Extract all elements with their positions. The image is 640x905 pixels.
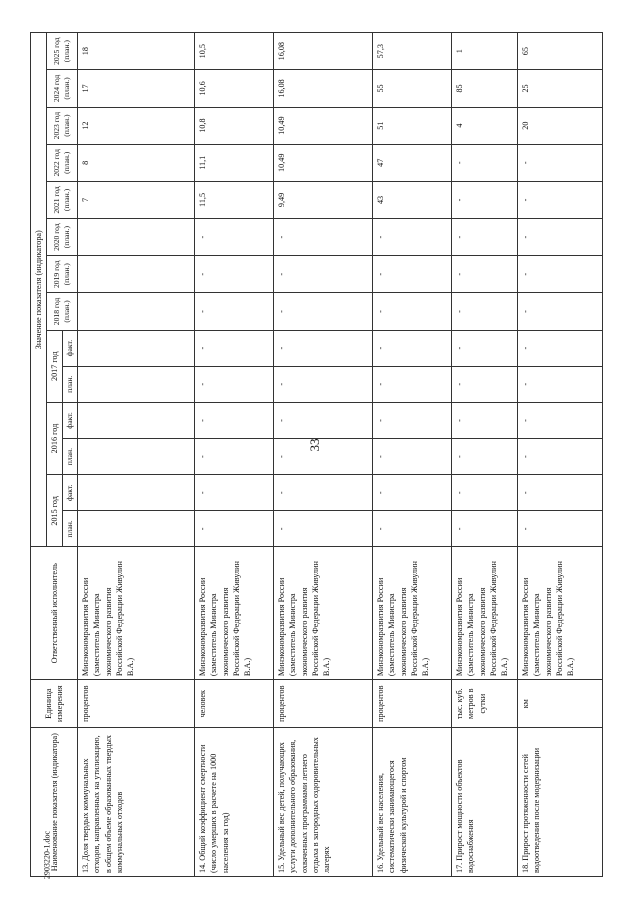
unit-cell: процентов xyxy=(373,680,452,728)
value-cell xyxy=(78,475,195,511)
row-number: 18. xyxy=(521,862,531,873)
value-cell: 17 xyxy=(78,70,195,107)
value-cell: 65 xyxy=(518,33,603,70)
value-cell: 57,3 xyxy=(373,33,452,70)
row-number: 13. xyxy=(81,862,91,873)
header-year-2018: 2018 год (план.) xyxy=(47,293,78,330)
value-cell: - xyxy=(452,330,518,366)
value-cell: 12 xyxy=(78,107,195,144)
header-year-2016: 2016 год xyxy=(47,402,63,474)
value-cell: - xyxy=(195,256,274,293)
responsible-cell: Минэкономразвития России (заместитель Министра экономического развития Российской Федерации Живулин В.А.) xyxy=(195,547,274,680)
value-cell: 16,08 xyxy=(274,70,373,107)
rotated-table-container xyxy=(30,32,635,880)
value-cell xyxy=(78,219,195,256)
value-cell: - xyxy=(274,330,373,366)
value-cell: 10,49 xyxy=(274,144,373,181)
indicator-name: Общий коэффициент смертности (число умерших в расчете на 1000 населения за год) xyxy=(198,744,230,873)
value-cell: - xyxy=(274,256,373,293)
value-cell: 11,5 xyxy=(195,181,274,218)
value-cell: - xyxy=(274,475,373,511)
indicator-cell xyxy=(518,728,603,877)
responsible-cell: Минэкономразвития России (заместитель Министра экономического развития Российской Федерации Живулин В.А.) xyxy=(452,547,518,680)
value-cell: 10,8 xyxy=(195,107,274,144)
value-cell: 20 xyxy=(518,107,603,144)
indicator-cell xyxy=(78,728,195,877)
value-cell: - xyxy=(373,293,452,330)
header-plan: план. xyxy=(63,439,78,475)
value-cell: - xyxy=(373,475,452,511)
value-cell: - xyxy=(452,144,518,181)
value-cell: - xyxy=(518,475,603,511)
header-year-2017: 2017 год xyxy=(47,330,63,402)
row-number: 16. xyxy=(376,862,386,873)
header-fact: факт. xyxy=(63,402,78,438)
value-cell: - xyxy=(373,330,452,366)
value-cell: - xyxy=(274,219,373,256)
value-cell: - xyxy=(452,366,518,402)
responsible-cell: Минэкономразвития России (заместитель Министра экономического развития Российской Федерации Живулин В.А.) xyxy=(274,547,373,680)
table-row xyxy=(195,33,274,877)
value-cell: 4 xyxy=(452,107,518,144)
value-cell: - xyxy=(274,439,373,475)
value-cell xyxy=(78,256,195,293)
value-cell: 85 xyxy=(452,70,518,107)
value-cell: - xyxy=(518,219,603,256)
value-cell: - xyxy=(452,293,518,330)
header-year-2015: 2015 год xyxy=(47,475,63,547)
header-unit: Единица измерения xyxy=(31,680,78,728)
row-number: 17. xyxy=(455,862,465,873)
page-number: 33 xyxy=(307,438,322,452)
value-cell xyxy=(78,366,195,402)
value-cell: - xyxy=(195,293,274,330)
value-cell: 18 xyxy=(78,33,195,70)
header-plan: план. xyxy=(63,511,78,547)
header-year-2022: 2022 год (план.) xyxy=(47,144,78,181)
value-cell: - xyxy=(195,475,274,511)
value-cell: - xyxy=(452,439,518,475)
value-cell: - xyxy=(195,366,274,402)
value-cell: - xyxy=(518,181,603,218)
header-year-2020: 2020 год (план.) xyxy=(47,219,78,256)
unit-cell: человек xyxy=(195,680,274,728)
value-cell: 7 xyxy=(78,181,195,218)
indicator-name: Прирост протяженности сетей водоотведения после модернизации xyxy=(521,748,542,873)
header-year-2025: 2025 год (план.) xyxy=(47,33,78,70)
value-cell: - xyxy=(452,181,518,218)
unit-cell: процентов xyxy=(78,680,195,728)
table-body xyxy=(78,33,603,877)
row-number: 14. xyxy=(198,862,208,873)
value-cell: - xyxy=(195,439,274,475)
header-year-2023: 2023 год (план.) xyxy=(47,107,78,144)
value-cell: - xyxy=(195,402,274,438)
responsible-cell: Минэкономразвития России (заместитель Министра экономического развития Российской Федерации Живулин В.А.) xyxy=(373,547,452,680)
value-cell xyxy=(78,293,195,330)
row-number: 15. xyxy=(277,862,287,873)
value-cell: - xyxy=(195,511,274,547)
value-cell: - xyxy=(518,439,603,475)
value-cell: - xyxy=(373,219,452,256)
indicator-cell xyxy=(274,728,373,877)
indicator-name: Удельный вес детей, получающих услуги дополнительного образования, охваченных программами летнего отдыха в загородных оздоровительных лагерях xyxy=(277,737,331,873)
indicator-cell xyxy=(373,728,452,877)
value-cell: 9,49 xyxy=(274,181,373,218)
table-row xyxy=(452,33,518,877)
value-cell: 43 xyxy=(373,181,452,218)
header-year-2021: 2021 год (план.) xyxy=(47,181,78,218)
responsible-cell: Минэкономразвития России (заместитель Министра экономического развития Российской Федерации Живулин В.А.) xyxy=(518,547,603,680)
unit-cell: процентов xyxy=(274,680,373,728)
header-name: Наименование показателя (индикатора) xyxy=(31,728,78,877)
value-cell: - xyxy=(373,402,452,438)
value-cell: 11,1 xyxy=(195,144,274,181)
table-row xyxy=(274,33,373,877)
indicator-name: Удельный вес населения, систематически занимающегося физической культурой и спортом xyxy=(376,757,408,873)
value-cell: - xyxy=(518,293,603,330)
header-fact: факт. xyxy=(63,475,78,511)
value-cell: - xyxy=(195,330,274,366)
indicator-name: Доля твердых коммунальных отходов, направленных на утилизацию, в общем объеме образованных твердых коммунальных отходов xyxy=(81,735,124,873)
header-fact: факт. xyxy=(63,330,78,366)
value-cell: 10,5 xyxy=(195,33,274,70)
value-cell: - xyxy=(518,330,603,366)
header-responsible: Ответственный исполнитель xyxy=(31,547,78,680)
document-code: 2903220-1.doc xyxy=(42,830,52,880)
value-cell: - xyxy=(373,256,452,293)
value-cell: - xyxy=(274,366,373,402)
header-year-2019: 2019 год (план.) xyxy=(47,256,78,293)
value-cell: - xyxy=(452,256,518,293)
value-cell: 16,08 xyxy=(274,33,373,70)
value-cell: 10,6 xyxy=(195,70,274,107)
value-cell xyxy=(78,439,195,475)
table-row xyxy=(518,33,603,877)
value-cell xyxy=(78,330,195,366)
value-cell: 25 xyxy=(518,70,603,107)
table-row xyxy=(373,33,452,877)
value-cell: - xyxy=(274,511,373,547)
unit-cell: тыс. куб. метров в сутки xyxy=(452,680,518,728)
value-cell: - xyxy=(452,402,518,438)
value-cell: 8 xyxy=(78,144,195,181)
header-row-1 xyxy=(31,33,47,877)
value-cell: 1 xyxy=(452,33,518,70)
value-cell: - xyxy=(452,475,518,511)
value-cell xyxy=(78,402,195,438)
value-cell: - xyxy=(452,511,518,547)
indicator-cell xyxy=(195,728,274,877)
indicator-cell xyxy=(452,728,518,877)
value-cell: - xyxy=(373,439,452,475)
responsible-cell: Минэкономразвития России (заместитель Министра экономического развития Российской Федерации Живулин В.А.) xyxy=(78,547,195,680)
header-plan: план. xyxy=(63,366,78,402)
value-cell: 10,49 xyxy=(274,107,373,144)
header-values-title: Значение показателя (индикатора) xyxy=(31,33,47,547)
value-cell: - xyxy=(518,144,603,181)
value-cell: 47 xyxy=(373,144,452,181)
value-cell: - xyxy=(518,511,603,547)
value-cell xyxy=(78,511,195,547)
value-cell: - xyxy=(452,219,518,256)
header-year-2024: 2024 год (план.) xyxy=(47,70,78,107)
value-cell: 51 xyxy=(373,107,452,144)
value-cell: - xyxy=(274,293,373,330)
unit-cell: км xyxy=(518,680,603,728)
value-cell: - xyxy=(195,219,274,256)
indicators-table xyxy=(30,32,603,880)
value-cell: - xyxy=(518,402,603,438)
value-cell: - xyxy=(373,366,452,402)
indicator-name: Прирост мощности объектов водоснабжения xyxy=(455,759,476,873)
value-cell: - xyxy=(274,402,373,438)
value-cell: 55 xyxy=(373,70,452,107)
value-cell: - xyxy=(518,366,603,402)
table-row xyxy=(78,33,195,877)
value-cell: - xyxy=(518,256,603,293)
value-cell: - xyxy=(373,511,452,547)
